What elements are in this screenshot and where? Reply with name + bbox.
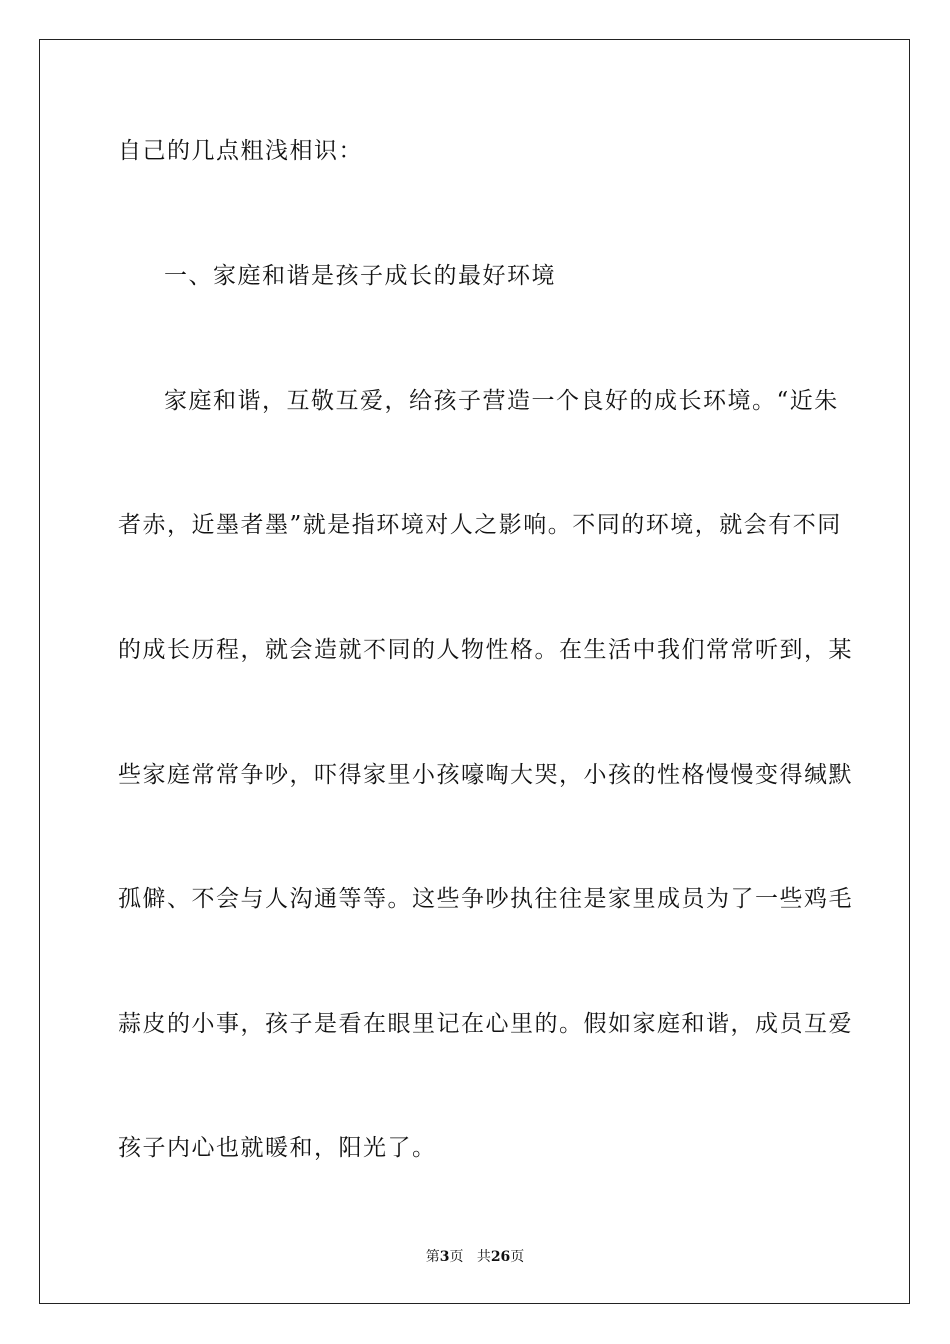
text-line-9: 孩子内心也就暖和，阳光了。	[118, 1135, 437, 1161]
footer-page-suffix: 页	[449, 1249, 464, 1265]
footer-page-number: 3	[439, 1249, 450, 1265]
page-border	[39, 39, 910, 1304]
text-line-7: 孤僻、不会与人沟通等等。这些争吵执往往是家里成员为了一些鸡毛	[118, 886, 853, 912]
text-line-5: 的成长历程，就会造就不同的人物性格。在生活中我们常常听到，某	[118, 637, 853, 663]
footer-total-suffix: 页	[510, 1249, 525, 1265]
text-line-4: 者赤，近墨者墨”就是指环境对人之影响。不同的环境，就会有不同	[118, 512, 842, 538]
text-line-1: 自己的几点粗浅相识：	[118, 138, 363, 164]
text-line-3: 家庭和谐，互敬互爱，给孩子营造一个良好的成长环境。“近朱	[164, 388, 839, 414]
section-heading: 一、家庭和谐是孩子成长的最好环境	[164, 263, 556, 289]
page-footer	[0, 1248, 950, 1266]
footer-total-pages: 26	[490, 1249, 511, 1265]
text-line-8: 蒜皮的小事，孩子是看在眼里记在心里的。假如家庭和谐，成员互爱	[118, 1011, 853, 1037]
footer-page-prefix: 第	[425, 1249, 440, 1265]
footer-total-prefix: 共	[476, 1249, 491, 1265]
text-line-6: 些家庭常常争吵，吓得家里小孩嚎啕大哭，小孩的性格慢慢变得缄默	[118, 762, 853, 788]
